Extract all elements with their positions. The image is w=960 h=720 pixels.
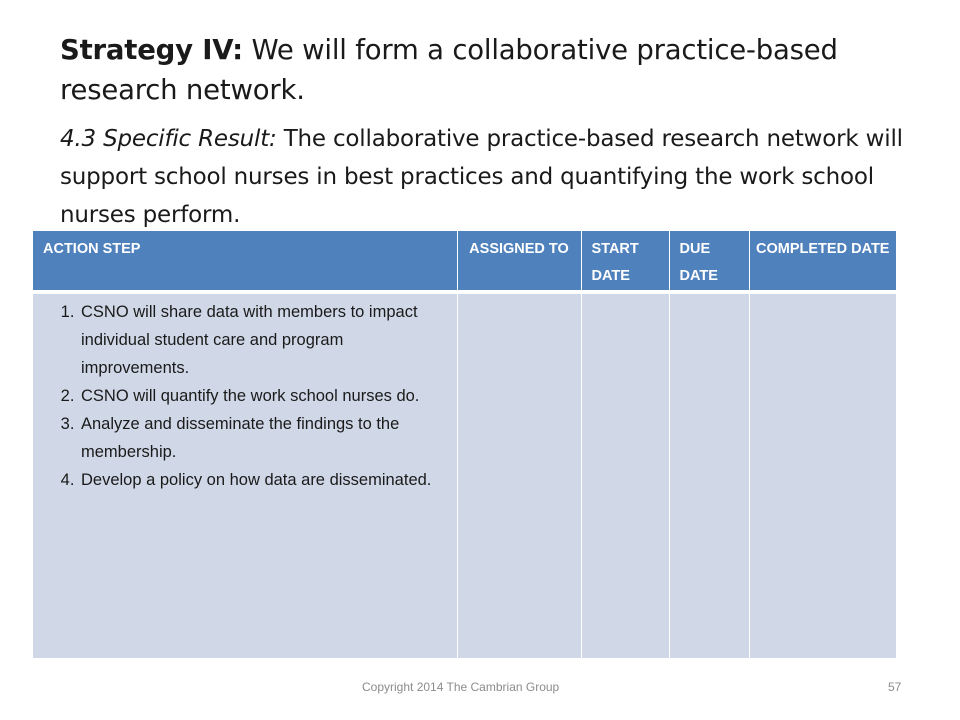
cell-action-steps — [33, 292, 457, 658]
result-label: 4.3 Specific Result: — [60, 126, 277, 152]
action-table — [33, 231, 896, 658]
list-item: 1. CSNO will share data with members to impact individual student care and program improvements. — [79, 298, 449, 382]
header-action-step: ACTION STEP — [33, 231, 457, 292]
action-table-container — [33, 231, 896, 658]
header-assigned-to: ASSIGNED TO — [457, 231, 581, 292]
cell-due-date[interactable] — [669, 292, 749, 658]
result-text: The collaborative practice-based research network will support school nurses in best practices and quantifying the work school nurses perform. — [60, 126, 903, 228]
cell-assigned-to[interactable] — [457, 292, 581, 658]
table-header-row — [33, 231, 896, 292]
list-item: 2. CSNO will quantify the work school nurses do. — [79, 382, 449, 410]
table-row — [33, 292, 896, 658]
specific-result — [60, 120, 910, 234]
slide-title — [60, 30, 920, 110]
header-due-date: DUE DATE — [669, 231, 749, 292]
page-number: 57 — [888, 680, 902, 694]
list-item: 3. Analyze and disseminate the findings to the membership. — [79, 410, 449, 466]
action-steps-list — [41, 298, 449, 494]
cell-completed-date[interactable] — [749, 292, 896, 658]
header-start-date: START DATE — [581, 231, 669, 292]
list-item: 4. Develop a policy on how data are disseminated. — [79, 466, 449, 494]
cell-start-date[interactable] — [581, 292, 669, 658]
title-text: We will form a collaborative practice-based research network. — [60, 34, 838, 106]
copyright-text: Copyright 2014 The Cambrian Group — [362, 680, 560, 694]
title-strategy-label: Strategy IV: — [60, 34, 243, 66]
header-completed-date: COMPLETED DATE — [749, 231, 896, 292]
